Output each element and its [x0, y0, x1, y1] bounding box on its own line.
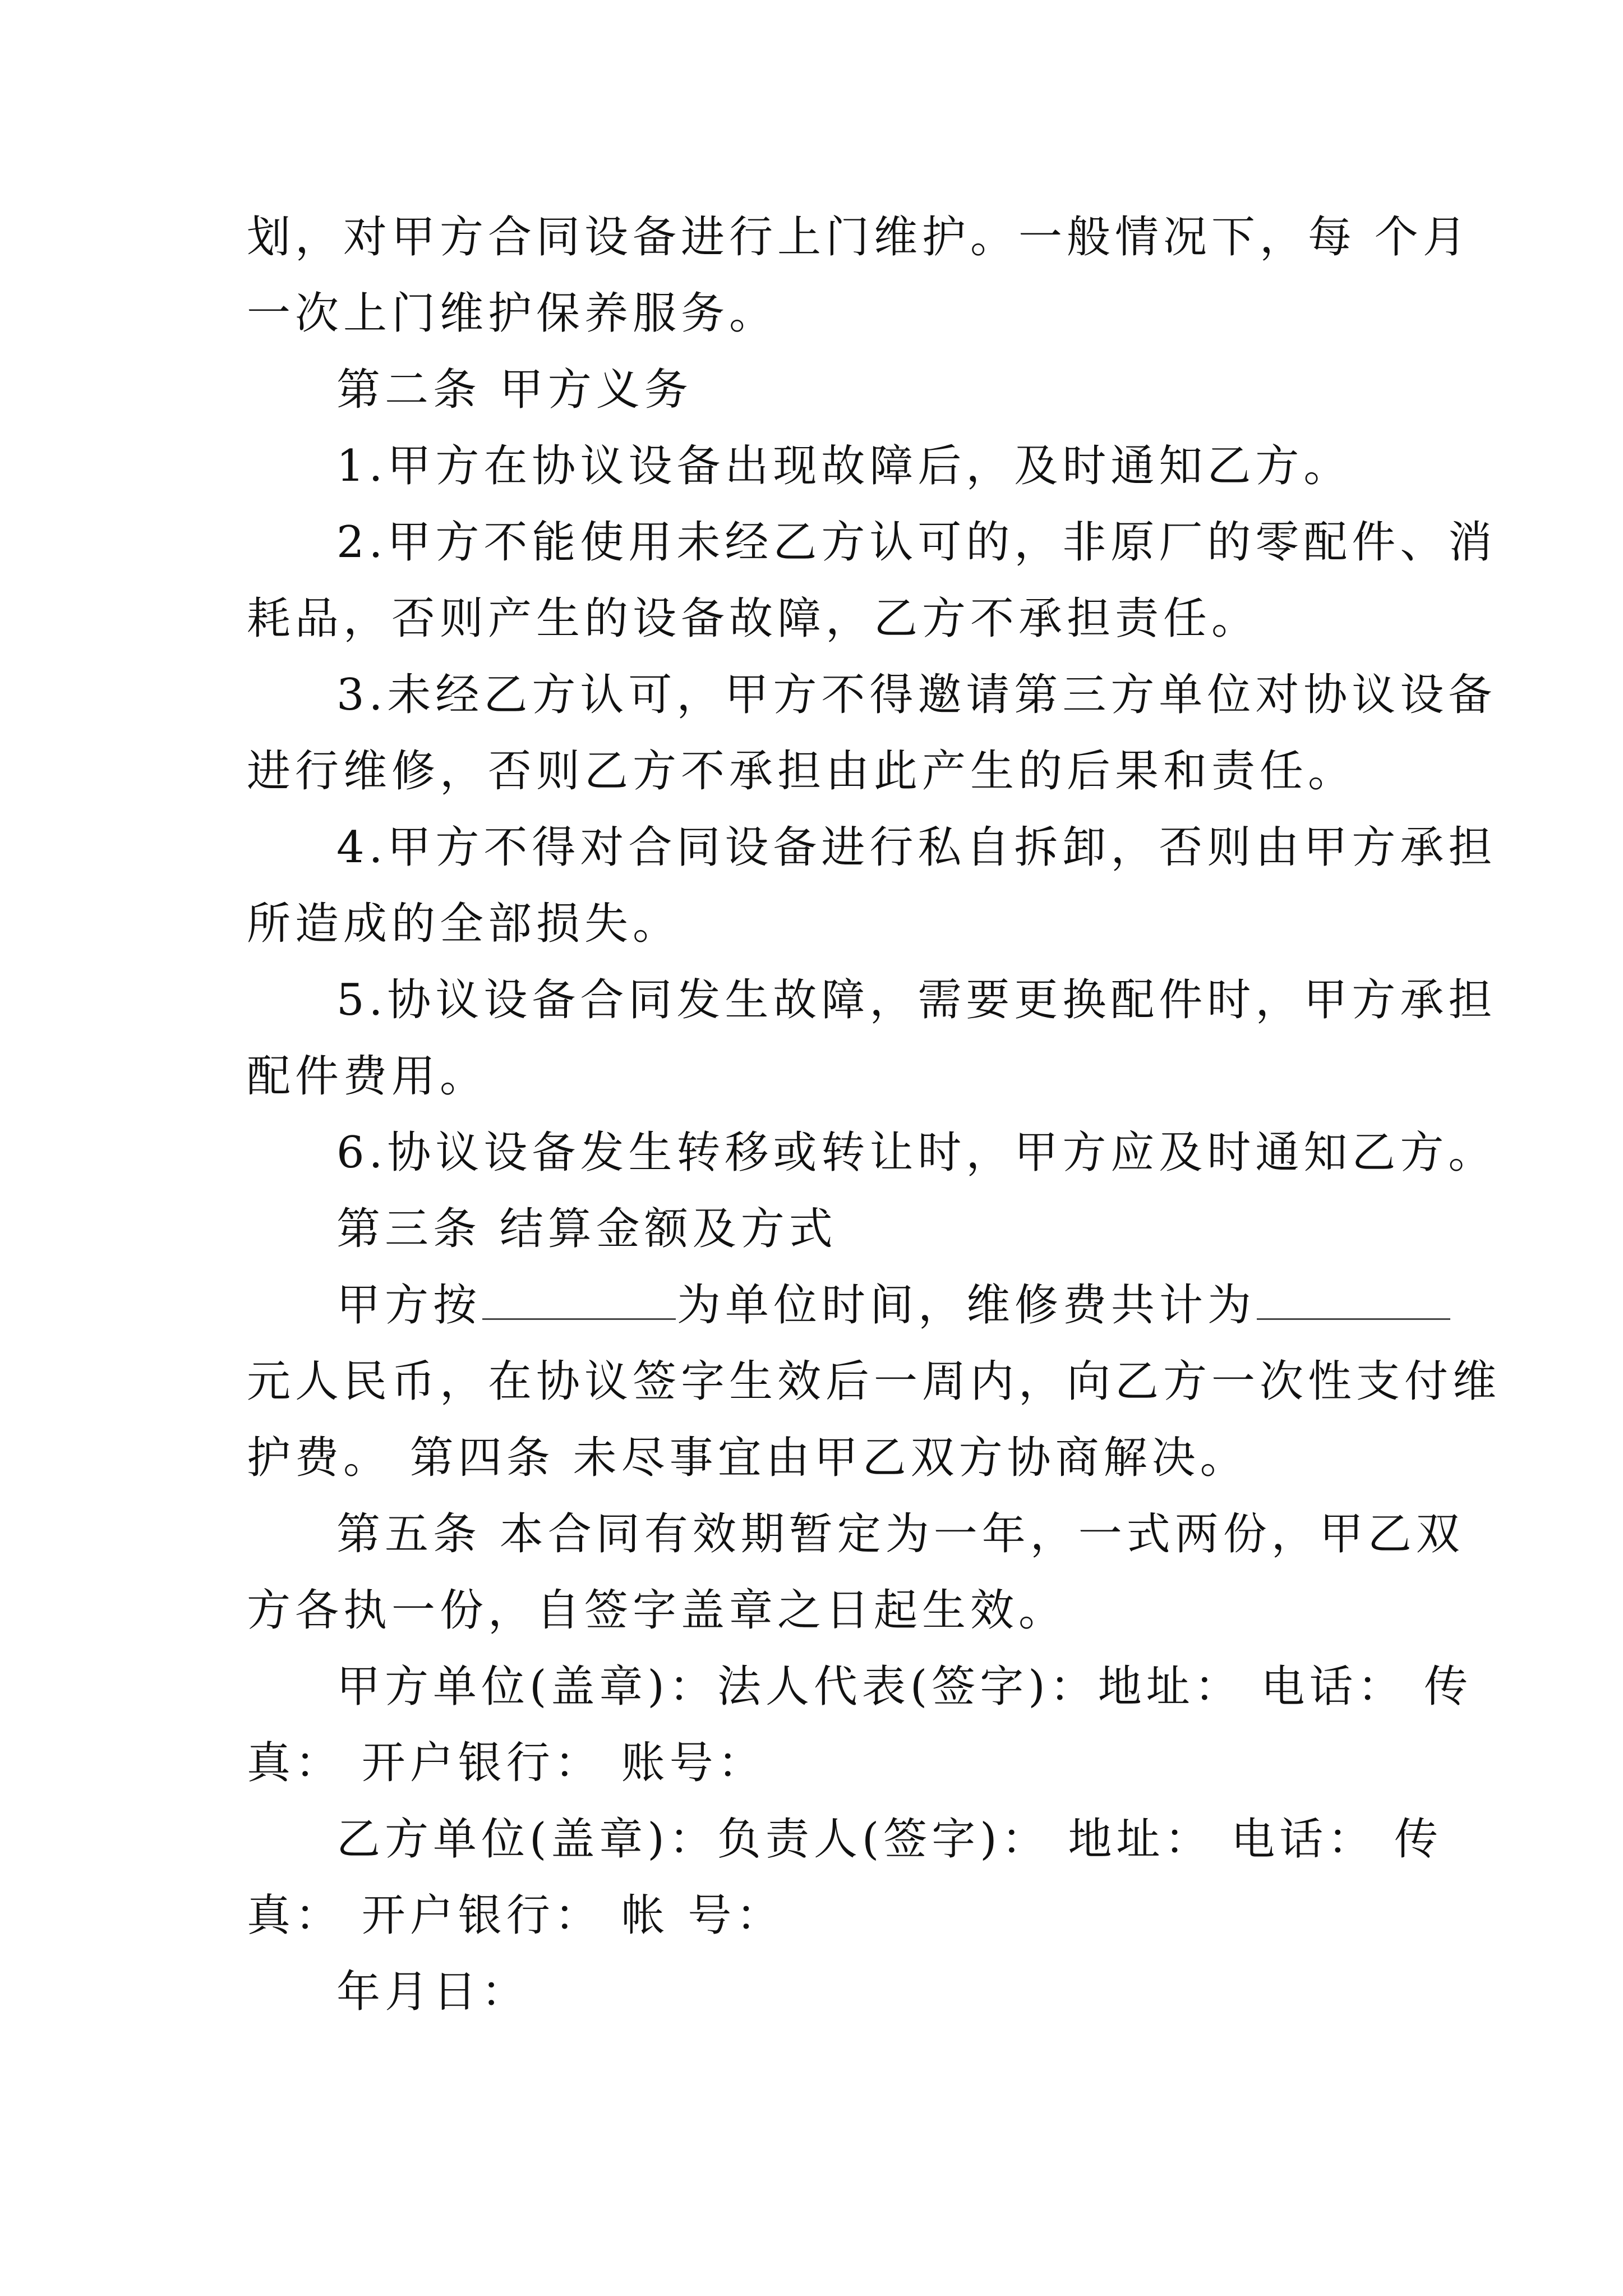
- text-line: 3.未经乙方认可，甲方不得邀请第三方单位对协议设备: [336, 670, 1497, 720]
- settlement-text-start: 甲方按: [336, 1280, 482, 1331]
- fee-amount-blank: [1257, 1281, 1450, 1320]
- article-heading: 第三条 结算金额及方式: [336, 1204, 837, 1254]
- text-line: 护费。 第四条 未尽事宜由甲乙双方协商解决。: [247, 1433, 1248, 1483]
- text-line: 第五条 本合同有效期暂定为一年，一式两份，甲乙双: [336, 1509, 1464, 1559]
- text-line: 配件费用。: [247, 1051, 488, 1102]
- text-line: 2.甲方不能使用未经乙方认可的，非原厂的零配件、消: [336, 517, 1497, 568]
- date-line: 年月日：: [336, 1967, 530, 2017]
- settlement-line: [247, 1267, 1380, 1343]
- party-b-signature-line: 乙方单位(盖章)：负责人(签字)： 地址： 电话： 传: [336, 1814, 1443, 1865]
- settlement-text-middle: 为单位时间，维修费共计为: [677, 1280, 1256, 1331]
- article-heading: 第二条 甲方义务: [336, 365, 693, 415]
- text-line: 元人民币，在协议签字生效后一周内，向乙方一次性支付维: [247, 1356, 1501, 1407]
- text-line: 所造成的全部损失。: [247, 899, 681, 949]
- text-line: 1.甲方在协议设备出现故障后，及时通知乙方。: [336, 441, 1352, 491]
- text-line: 方各执一份，自签字盖章之日起生效。: [247, 1585, 1067, 1636]
- document-body: [247, 199, 1501, 2030]
- text-line: 一次上门维护保养服务。: [247, 288, 778, 339]
- time-unit-blank: [482, 1281, 676, 1320]
- text-line: 5.协议设备合同发生故障，需要更换配件时，甲方承担: [336, 975, 1497, 1025]
- text-line: 划，对甲方合同设备进行上门维护。一般情况下，每 个月: [247, 212, 1471, 263]
- party-a-signature-line: 甲方单位(盖章)：法人代表(签字)：地址： 电话： 传: [336, 1662, 1473, 1712]
- party-a-bank-line: 真： 开户银行： 账号：: [247, 1738, 766, 1788]
- party-b-bank-line: 真： 开户银行： 帐 号：: [247, 1890, 785, 1941]
- text-line: 4.甲方不得对合同设备进行私自拆卸，否则由甲方承担: [336, 822, 1497, 873]
- text-line: 6.协议设备发生转移或转让时，甲方应及时通知乙方。: [336, 1128, 1497, 1178]
- text-line: 耗品，否则产生的设备故障，乙方不承担责任。: [247, 593, 1260, 644]
- text-line: 进行维修，否则乙方不承担由此产生的后果和责任。: [247, 746, 1357, 797]
